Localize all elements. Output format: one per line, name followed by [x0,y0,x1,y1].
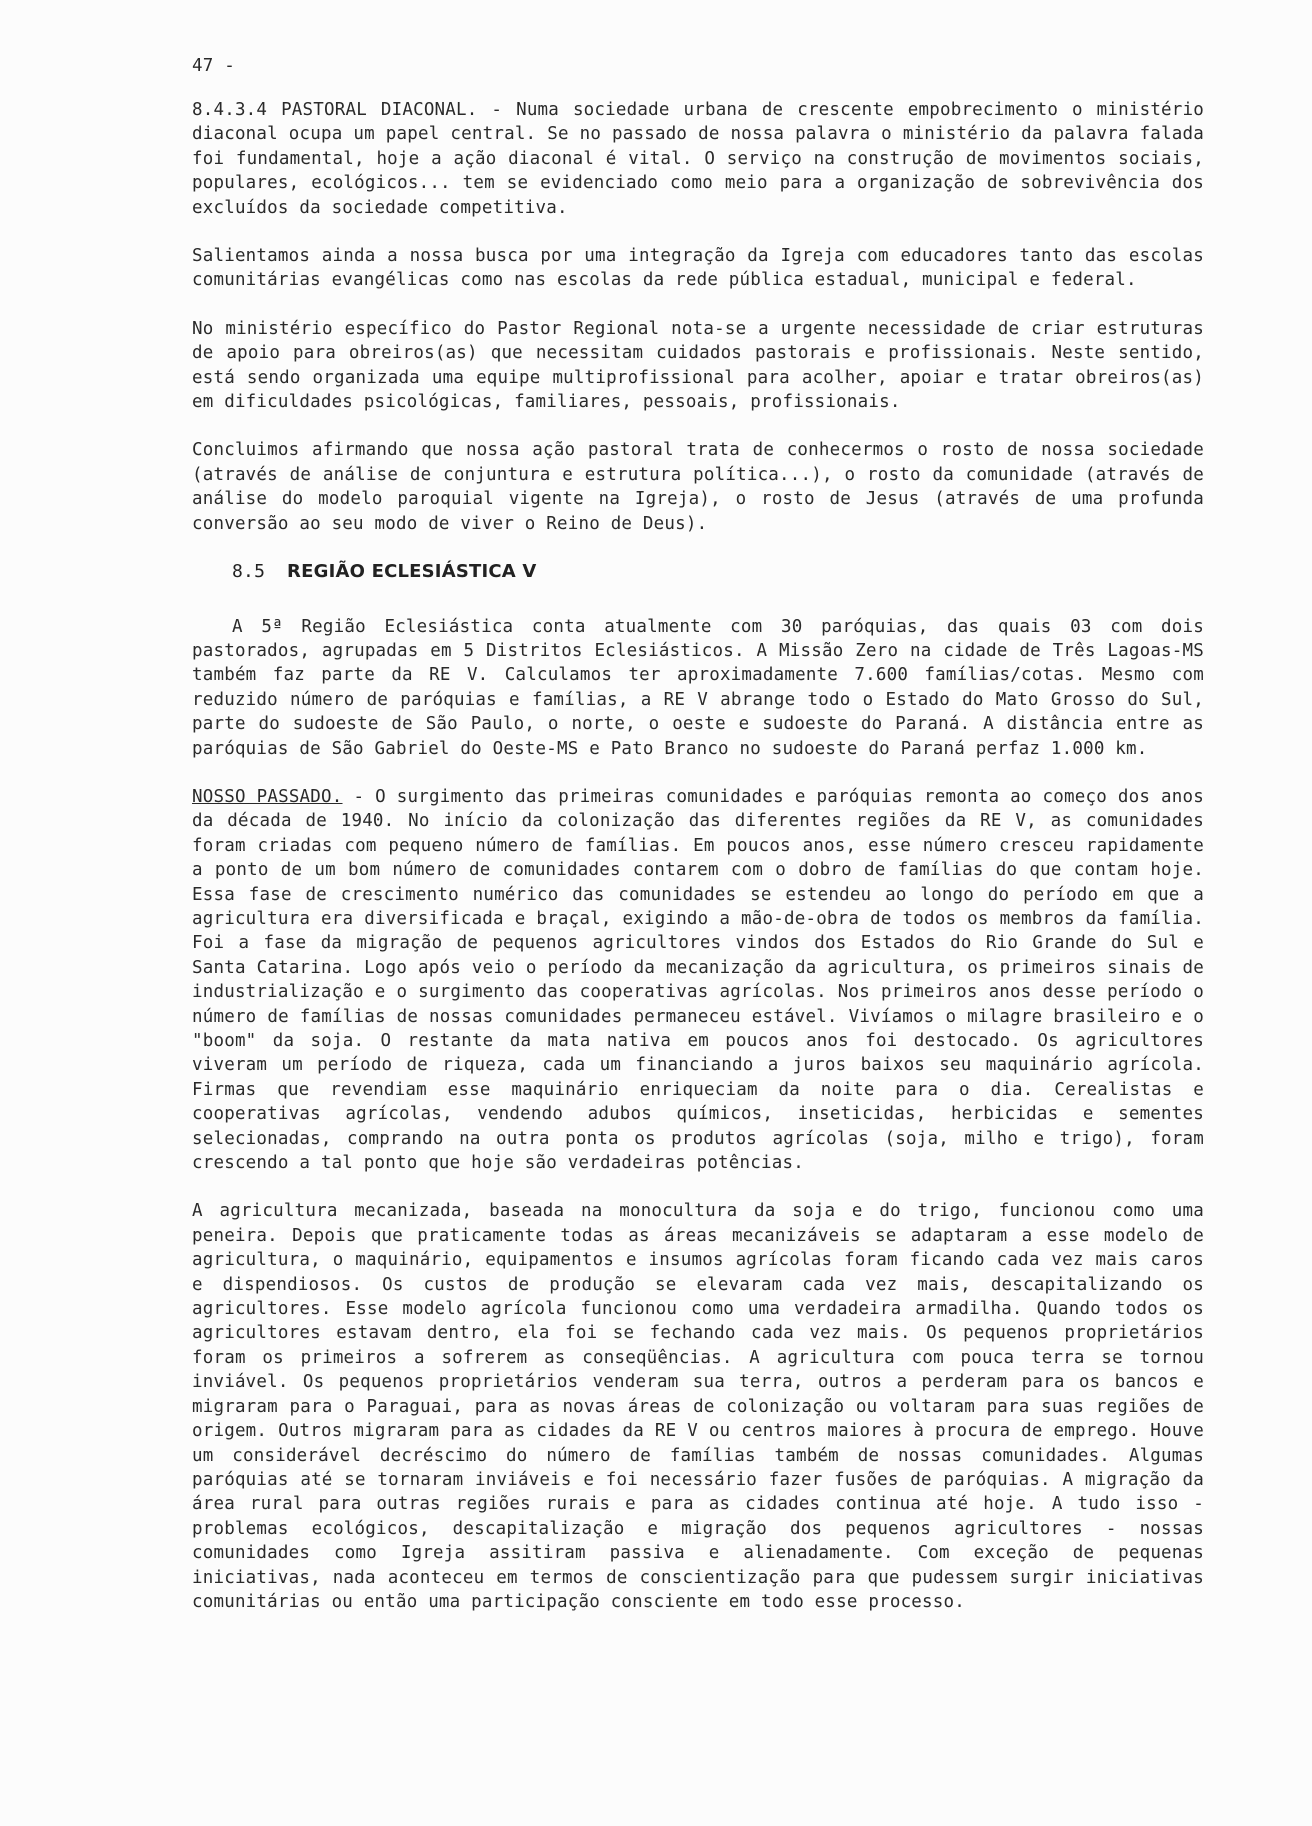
document-body [192,54,1215,1638]
region-intro-paragraph [192,615,1215,761]
nosso-passado-paragraph [192,785,1215,1176]
agricultura-paragraph: A agricultura mecanizada, baseada na monocultura da soja e do trigo, funcionou como uma peneira. Depois que praticamente todas as áreas mecanizáveis se adaptaram a esse modelo de agricultura, o maquinário, equipamentos e insumos agrícolas foram ficando cada vez mais caros e dispendiosos. Os custos de produção se elevaram cada vez mais, descapitalizando os agricultores. Esse modelo agrícola funcionou como uma verdadeira armadilha. Quando todos os agricultores estavam dentro, ela foi se fechando cada vez mais. Os pequenos proprietários foram os primeiros a sofrerem as conseqüências. A agricultura com pouca terra se tornou inviável. Os pequenos proprietários venderam sua terra, outros a perderam para os bancos e migraram para o Paraguai, para as novas áreas de colonização ou voltaram para suas regiões de origem. Outros migraram para as cidades da RE V ou centros maiores à procura de emprego. Houve um considerável decréscimo do número de famílias também de nossas comunidades. Algumas paróquias até se tornaram inviáveis e foi necessário fazer fusões de paróquias. A migração da área rural para outras regiões rurais e para as cidades continua até hoje. A tudo isso - problemas ecológicos, descapitalização e migração dos pequenos agricultores - nossas comunidades como Igreja assitiram passiva e alienadamente. Com exceção de pequenas iniciativas, nada aconteceu em termos de conscientização para que pudessem surgir iniciativas comunitárias ou então uma participação consciente em todo esse processo. [192,1201,1215,1612]
section-number: 8.5 [232,561,266,583]
page-number: 47 - [192,56,235,76]
regional-pastor-paragraph: No ministério específico do Pastor Regional nota-se a urgente necessidade de criar estruturas de apoio para obreiros(as) que necessitam cuidados pastorais e profissionais. Neste sentido, está sendo organizada uma equipe multiprofissional para acolher, apoiar e tratar obreiros(as) em dificuldades psicológicas, familiares, pessoais, profissionais. [192,318,1215,413]
nosso-passado-text: - O surgimento das primeiras comunidades e paróquias remonta ao começo dos anos da década de 1940. No início da colonização das diferentes regiões da RE V, as comunidades foram criadas com pequeno número de famílias. Em poucos anos, esse número cresceu rapidamente a ponto de um bom número de comunidades contarem com o dobro de famílias do que contam hoje. Essa fase de crescimento numérico das comunidades se estendeu ao longo do período em que a agricultura era diversificada e braçal, exigindo a mão-de-obra de todos os membros da família. Foi a fase da migração de pequenos agricultores vindos dos Estados do Rio Grande do Sul e Santa Catarina. Logo após veio o período da mecanização da agricultura, os primeiros sinais de industrialização e o surgimento das cooperativas agrícolas. Nos primeiros anos desse período o número de famílias de nossas comunidades permaneceu estável. Vivíamos o milagre brasileiro e o "boom" da soja. O restante da mata nativa em poucos anos foi destocado. Os agricultores viveram um período de riqueza, cada um financiando a juros baixos seu maquinário agrícola. Firmas que revendiam esse maquinário enriqueciam da noite para o dia. Cerealistas e cooperativas agrícolas, vendendo adubos químicos, inseticidas, herbicidas e sementes selecionadas, comprando na outra ponta os produtos agrícolas (soja, milho e trigo), foram crescendo a tal ponto que hoje são verdadeiras potências. [192,786,1215,1174]
section-title: REGIÃO ECLESIÁSTICA V [287,561,537,583]
education-paragraph: Salientamos ainda a nossa busca por uma integração da Igreja com educadores tanto das escolas comunitárias evangélicas como nas escolas da rede pública estadual, municipal e federal. [192,246,1215,291]
conclusion-paragraph: Concluimos afirmando que nossa ação pastoral trata de conhecermos o rosto de nossa sociedade (através de análise de conjuntura e estrutura política...), o rosto da comunidade (através de análise do modelo paroquial vigente na Igreja), o rosto de Jesus (através de uma profunda conversão ao seu modo de viver o Reino de Deus). [192,440,1215,534]
nosso-passado-label: NOSSO PASSADO. [192,786,343,807]
region-intro-text: A 5ª Região Eclesiástica conta atualmente com 30 paróquias, das quais 03 com dois pastorados, agrupadas em 5 Distritos Eclesiásticos. A Missão Zero na cidade de Três Lagoas-MS também faz parte da RE V. Calculamos ter aproximadamente 7.600 famílias/cotas. Mesmo com reduzido número de paróquias e famílias, a RE V abrange todo o Estado do Mato Grosso do Sul, parte do sudoeste de São Paulo, o norte, o oeste e sudoeste do Paraná. A distância entre as paróquias de São Gabriel do Oeste-MS e Pato Branco no sudoeste do Paraná perfaz 1.000 km. [192,616,1215,759]
section-heading [232,560,1204,584]
pastoral-diaconal-paragraph: 8.4.3.4 PASTORAL DIACONAL. - Numa sociedade urbana de crescente empobrecimento o ministério diaconal ocupa um papel central. Se no passado de nossa palavra o ministério da palavra falada foi fundamental, hoje a ação diaconal é vital. O serviço na construção de movimentos sociais, populares, ecológicos... tem se evidenciado como meio para a organização de sobrevivência dos excluídos da sociedade competitiva. [192,100,1215,218]
